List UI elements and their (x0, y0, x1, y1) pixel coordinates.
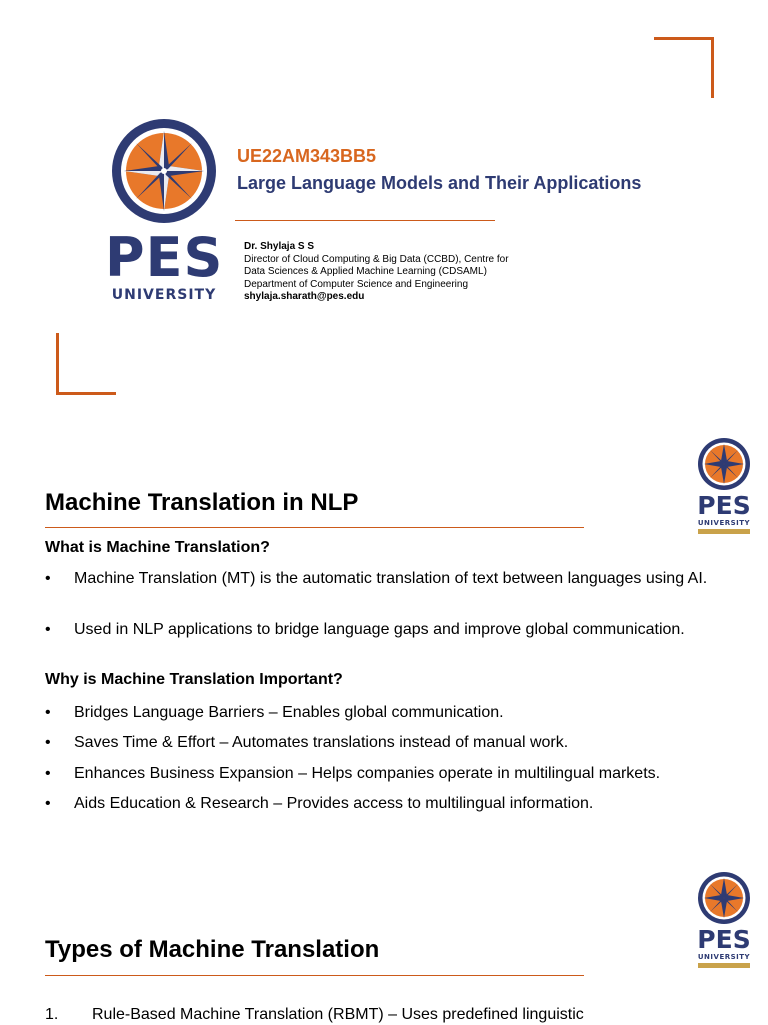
bullet-item: • Aids Education & Research – Provides access to multilingual information. (45, 795, 594, 812)
bullet-glyph: • (45, 795, 51, 812)
logo-subtitle: UNIVERSITY (697, 953, 751, 961)
title-divider (45, 975, 584, 976)
bullet-item: • Machine Translation (MT) is the automatic translation of text between languages using AI. (45, 570, 708, 587)
pes-logo-small (694, 437, 754, 534)
item-text: Rule-Based Machine Translation (RBMT) – Uses predefined linguistic (92, 1006, 584, 1023)
course-title: Large Language Models and Their Applications (237, 173, 642, 193)
corner-decoration-bottom-left (56, 333, 59, 395)
bullet-item: • Enhances Business Expansion – Helps companies operate in multilingual markets. (45, 765, 661, 782)
bullet-glyph: • (45, 704, 51, 721)
logo-wordmark: PES (697, 925, 751, 954)
pes-logo-small (694, 871, 754, 968)
corner-decoration-top-right (654, 37, 714, 40)
bullet-glyph: • (45, 570, 51, 587)
slide-title: Types of Machine Translation (45, 936, 380, 963)
compass-rose-icon (697, 437, 751, 491)
corner-decoration-top-right-vertical (711, 37, 714, 98)
corner-decoration-bottom-left-horizontal (56, 392, 116, 395)
bullet-glyph: • (45, 734, 51, 751)
section-heading: What is Machine Translation? (45, 539, 270, 556)
title-divider (235, 220, 495, 221)
logo-wordmark: PES (697, 491, 751, 520)
item-number: 1. (45, 1006, 59, 1023)
bullet-item: • Used in NLP applications to bridge language gaps and improve global communication. (45, 621, 685, 638)
course-code: UE22AM343BB5 (237, 146, 377, 166)
section-heading: Why is Machine Translation Important? (45, 671, 343, 688)
author-line-1: Director of Cloud Computing & Big Data (CCBD), Centre for (244, 253, 509, 265)
compass-rose-icon (110, 117, 218, 225)
compass-rose-icon (697, 871, 751, 925)
logo-subtitle: UNIVERSITY (111, 287, 217, 303)
slide-title: Machine Translation in NLP (45, 489, 359, 516)
bullet-glyph: • (45, 765, 51, 782)
author-email[interactable]: shylaja.sharath@pes.edu (244, 291, 365, 303)
author-line-3: Department of Computer Science and Engineering (244, 278, 469, 290)
logo-wordmark: PES (105, 226, 224, 289)
author-name: Dr. Shylaja S S (244, 241, 315, 252)
logo-gold-bar (698, 529, 750, 534)
logo-subtitle: UNIVERSITY (697, 519, 751, 527)
bullet-glyph: • (45, 621, 51, 638)
bullet-item: • Saves Time & Effort – Automates translations instead of manual work. (45, 734, 569, 751)
logo-gold-bar (698, 963, 750, 968)
bullet-item: • Bridges Language Barriers – Enables global communication. (45, 704, 504, 721)
author-block (244, 241, 564, 304)
numbered-item (45, 1004, 745, 1024)
pes-university-logo (105, 117, 223, 303)
author-line-2: Data Sciences & Applied Machine Learning (CDSAML) (244, 266, 487, 278)
title-divider (45, 527, 584, 528)
